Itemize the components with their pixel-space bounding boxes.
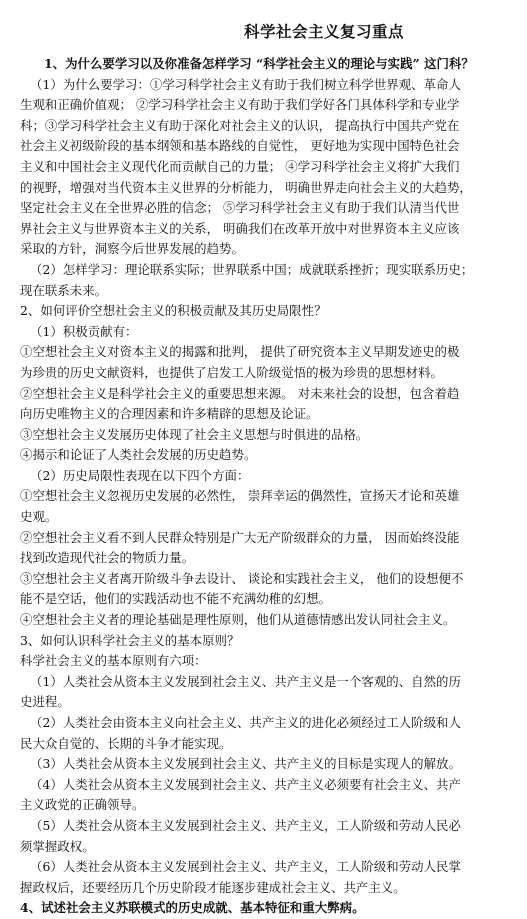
paragraph-line: 科；③学习科学社会主义有助于深化对社会主义的认识， 提高执行中国共产党在 <box>20 117 460 133</box>
subheading: （2）历史局限性表现在以下四个方面： <box>30 467 250 483</box>
paragraph-line: （4）人类社会从资本主义发展到社会主义、共产主义必须要有社会主义、共产 <box>30 776 461 792</box>
paragraph-line: 采取的方针，洞察今后世界发展的趋势。 <box>20 241 244 257</box>
paragraph-line: 主义政党的正确领导。 <box>20 797 145 813</box>
paragraph-line: ②空想社会主义看不到人民群众特别是广大无产阶级群众的力量， 因而始终没能 <box>20 529 460 545</box>
paragraph-line: 现在联系未来。 <box>20 282 108 298</box>
paragraph-line: 主义和中国社会主义现代化而贡献自己的力量； ④学习科学社会主义将扩大我们 <box>20 158 460 174</box>
paragraph-line: ③空想社会主义发展历史体现了社会主义思想与时俱进的品格。 <box>20 426 369 442</box>
paragraph-line: ④揭示和论证了人类社会发展的历史趋势。 <box>20 447 257 463</box>
question-heading: 2、如何评价空想社会主义的积极贡献及其历史局限性？ <box>20 303 327 319</box>
paragraph-line: 社会主义初级阶段的基本纲领和基本路线的自觉性， 更好地为实现中国特色社会 <box>20 138 460 154</box>
paragraph-line: 为珍贵的历史文献资料，也提供了启发工人阶级觉悟的极为珍贵的思想材料。 <box>20 364 443 380</box>
paragraph-line: ①空想社会主义忽视历史发展的必然性， 崇拜幸运的偶然性，宣扬天才论和英雄 <box>20 488 460 504</box>
subheading: （1）积极贡献有： <box>30 323 138 339</box>
paragraph-line: ①空想社会主义对资本主义的揭露和批判， 提供了研究资本主义早期发迹史的极 <box>20 344 460 360</box>
question-heading: 1、为什么要学习以及你准备怎样学习 “科学社会主义的理论与实践” 这门科？ <box>44 56 474 71</box>
question-heading: 4、试述社会主义苏联模式的历史成就、基本特征和重大弊病。 <box>20 900 365 916</box>
paragraph-line: 界社会主义与世界资本主义的关系， 明确我们在改革开放中对世界资本主义应该 <box>20 220 460 236</box>
document-title: 科学社会主义复习重点 <box>243 22 404 41</box>
paragraph-line: 找到改造现代社会的物质力量。 <box>20 550 195 566</box>
paragraph-line: 民大众自觉的、长期的斗争才能实现。 <box>20 735 232 751</box>
paragraph-line: 须掌握政权。 <box>20 838 95 854</box>
paragraph-line: ④空想社会主义者的理论基础是理性原则，他们从道德情感出发认同社会主义。 <box>20 612 456 628</box>
paragraph-line: 的视野，增强对当代资本主义世界的分析能力， 明确世界走向社会主义的大趋势， <box>20 179 472 195</box>
paragraph-line: （6）人类社会从资本主义发展到社会主义、共产主义，工人阶级和劳动人民掌 <box>30 859 461 875</box>
paragraph-line: 史观。 <box>20 509 58 525</box>
paragraph-line: （5）人类社会从资本主义发展到社会主义、共产主义，工人阶级和劳动人民必 <box>30 817 461 833</box>
paragraph-line: （1）为什么要学习：①学习科学社会主义有助于我们树立科学世界观、革命人 <box>30 76 461 92</box>
paragraph-line: （3）人类社会从资本主义发展到社会主义、共产主义的目标是实现人的解放。 <box>30 756 461 772</box>
paragraph-line: 握政权后，还要经历几个历史阶段才能逐步建成社会主义、共产主义。 <box>20 879 406 895</box>
paragraph-line: （1）人类社会从资本主义发展到社会主义、共产主义是一个客观的、自然的历 <box>30 673 461 689</box>
paragraph-line: 坚定社会主义在全世界必胜的信念； ⑤学习科学社会主义有助于我们认清当代世 <box>20 200 460 216</box>
paragraph-line: 能不是空话，他们的实践活动也不能不充满幼稚的幻想。 <box>20 591 332 607</box>
question-heading: 3、如何认识科学社会主义的基本原则？ <box>20 632 240 648</box>
paragraph-line: （2）人类社会由资本主义向社会主义、共产主义的进化必须经过工人阶级和人 <box>30 715 461 730</box>
paragraph-line: 史进程。 <box>20 694 70 710</box>
paragraph-line: ②空想社会主义是科学社会主义的重要思想来源。 对未来社会的设想，包含着趋 <box>20 385 460 401</box>
paragraph-line: 生观和正确价值观； ②学习科学社会主义有助于我们学好各门具体科学和专业学 <box>20 97 460 113</box>
paragraph-line: （2）怎样学习：理论联系实际；世界联系中国；成就联系挫折；现实联系历史； <box>30 261 474 277</box>
paragraph-line: ③空想社会主义者离开阶级斗争去设计、 谈论和实践社会主义， 他们的设想便不 <box>20 570 464 586</box>
paragraph-line: 向历史唯物主义的合理因素和许多精辟的思想及论证。 <box>20 406 319 422</box>
paragraph-line: 科学社会主义的基本原则有六项： <box>20 653 207 669</box>
